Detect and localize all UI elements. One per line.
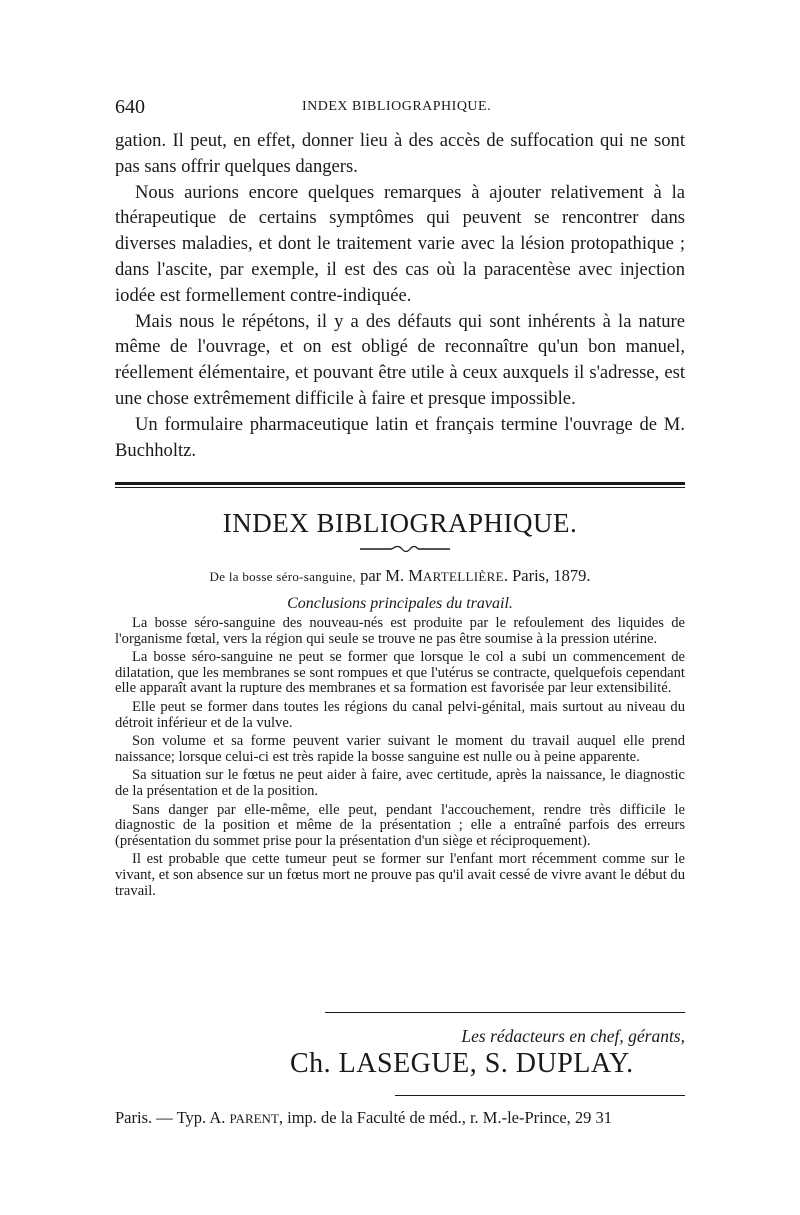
page-number: 640 xyxy=(115,96,145,118)
running-title: INDEX BIBLIOGRAPHIQUE. xyxy=(302,99,492,114)
paragraph: Un formulaire pharmaceutique latin et français termine l'ouvrage de M. Buchholtz. xyxy=(115,413,685,461)
article-author-initial: M xyxy=(408,566,423,585)
rule-divider xyxy=(325,1012,685,1013)
paragraph: Son volume et sa forme peuvent varier suivant le moment du travail auquel elle prend naissance; lorsque celui-ci est très rapide la bosse sanguine est nulle ou à peine apparente. xyxy=(115,733,685,765)
paragraph: Il est probable que cette tumeur peut se former sur l'enfant mort récemment comme sur le vivant, et son absence sur un fœtus mort ne prouve pas qu'il avait cessé de vivre avant le début du travail. xyxy=(115,851,686,899)
imprint-printer: PARENT xyxy=(229,1111,279,1126)
conclusions-text xyxy=(115,616,685,902)
paragraph: Sa situation sur le fœtus ne peut aider à faire, avec certitude, après la naissance, le diagnostic de la présentation et de la position. xyxy=(115,767,685,799)
paragraph: La bosse séro-sanguine des nouveau-nés est produite par le refoulement des liquides de l'organisme fœtal, vers la région qui seule se trouve ne pas être soumise à la pression utérine. xyxy=(115,615,685,647)
printer-imprint xyxy=(115,1108,685,1128)
paragraph: Sans danger par elle-même, elle peut, pendant l'accouchement, rendre très difficile le diagnostic de la position et même de la présentation ; elle a entraîné parfois des erreurs (présentation du sommet prise pour la présentation d'un siège et réciproquement). xyxy=(115,801,685,849)
continuation-text xyxy=(115,128,685,463)
ornament-divider-icon xyxy=(350,542,460,556)
article-title xyxy=(115,566,685,586)
article-author-prefix: par M. xyxy=(360,566,405,585)
imprint-end: , imp. de la Faculté de méd., r. M.-le-Prince, 29 31 xyxy=(278,1108,613,1127)
paragraph: gation. Il peut, en effet, donner lieu à des accès de suffocation qui ne sont pas sans offrir quelques dangers. xyxy=(115,130,685,177)
rule-divider xyxy=(395,1095,685,1096)
editors-names: Ch. LASEGUE, S. DUPLAY. xyxy=(290,1048,634,1079)
double-rule-divider xyxy=(115,482,685,488)
imprint-start: Paris. — Typ. A. xyxy=(115,1108,230,1127)
article-place-year: . Paris, 1879. xyxy=(503,566,591,585)
paragraph: Nous aurions encore quelques remarques à ajouter relativement à la thérapeutique de certains symptômes qui peuvent se rencontrer dans diverses maladies, et dont le traitement varie avec la lésion protopathique ; dans l'ascite, par exemple, il est des cas où la paracentèse avec injection iodée est formellement contre-indiquée. xyxy=(115,181,685,306)
article-subject: De la bosse séro-sanguine, xyxy=(209,569,356,584)
paragraph: La bosse séro-sanguine ne peut se former que lorsque le col a subi un commencement de dilatation, que les membranes se sont rompues et que l'utérus se contracte, quelquefois cependant elle apparaît avant la rupture des membranes et sa formation est favorisée par leur extensibilité. xyxy=(115,649,685,697)
running-header xyxy=(115,96,685,118)
article-subtitle: Conclusions principales du travail. xyxy=(287,595,513,612)
paragraph: Mais nous le répétons, il y a des défauts qui sont inhérents à la nature même de l'ouvrage, et on est obligé de reconnaître qu'un bon manuel, réellement élémentaire, et pouvant être utile à ceux auxquels il s'adresse, est une chose extrêmement difficile à faire et presque impossible. xyxy=(115,310,685,409)
paragraph: Elle peut se former dans toutes les régions du canal pelvi-génital, mais surtout au niveau du détroit inférieur et de la vulve. xyxy=(115,698,685,731)
article-author-rest: ARTELLIÈRE xyxy=(422,569,504,584)
section-title: INDEX BIBLIOGRAPHIQUE. xyxy=(222,508,578,538)
editors-label: Les rédacteurs en chef, gérants, xyxy=(461,1026,685,1046)
